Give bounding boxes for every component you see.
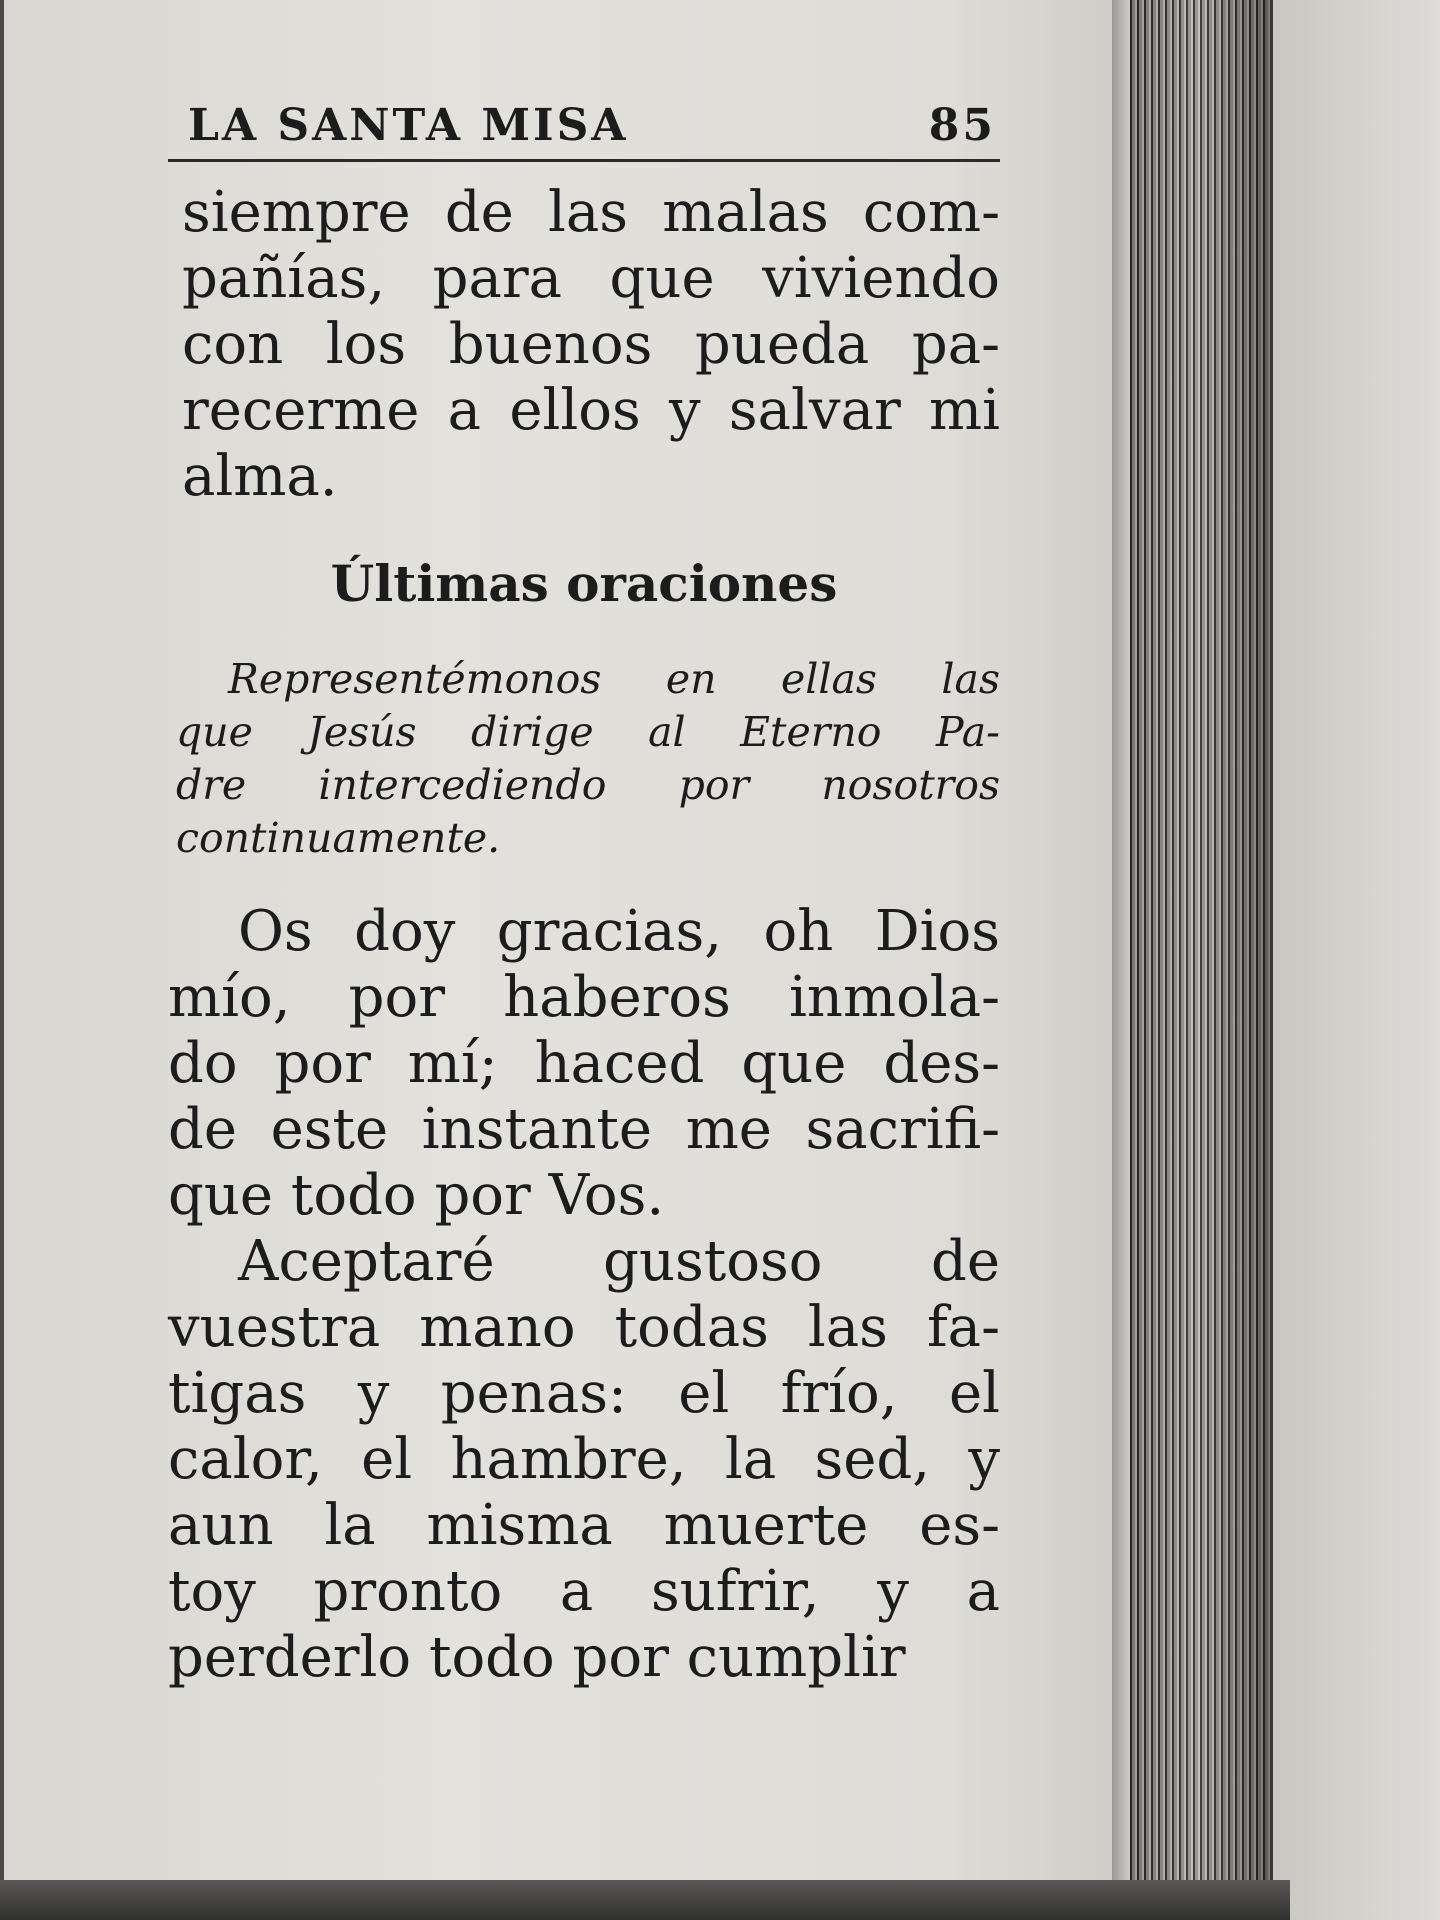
text-line: de este instante me sacrifi- [168,1097,1000,1162]
text-line: que todo por Vos. [168,1163,665,1228]
text-line: vuestra mano todas las fa- [168,1295,1000,1360]
text-line: Aceptaré gustoso de [238,1229,1000,1294]
running-head: LA SANTA MISA [188,100,629,151]
page-header [168,100,1000,162]
text-line: que Jesús dirige al Eterno Pa- [176,708,1000,756]
page-number: 85 [928,100,996,151]
text-line: recerme a ellos y salvar mi [182,378,1000,443]
text-line: mío, por haberos inmola- [168,965,1000,1030]
section-heading: Últimas oraciones [330,554,838,613]
paragraph-1 [168,180,1000,510]
paragraph-2 [168,899,1000,1229]
text-line: alma. [182,444,338,509]
text-line: Os doy gracias, oh Dios [238,899,1000,964]
text-line: pañías, para que viviendo [182,246,1000,311]
book-cover-edge [0,1880,1290,1920]
page-text-block [168,100,1000,1691]
background-surface [1273,0,1440,1920]
text-line: calor, el hambre, la sed, y [168,1427,1000,1492]
text-line: siempre de las malas com- [182,180,1000,245]
text-line: perderlo todo por cumplir [168,1625,906,1690]
text-line: Representémonos en ellas las [228,655,1000,703]
page-edges-shading [1130,0,1270,1900]
text-line: toy pronto a sufrir, y a [168,1559,1000,1624]
text-line: do por mí; haced que des- [168,1031,1000,1096]
text-line: tigas y penas: el frío, el [168,1361,1000,1426]
page-gutter-shadow [1112,0,1130,1900]
text-line: dre intercediendo por nosotros [176,761,1000,809]
rubric-paragraph [168,653,1000,865]
paragraph-3 [168,1229,1000,1691]
text-line: con los buenos pueda pa- [182,312,1000,377]
text-line: aun la misma muerte es- [168,1493,1000,1558]
text-line: continuamente. [176,814,501,862]
